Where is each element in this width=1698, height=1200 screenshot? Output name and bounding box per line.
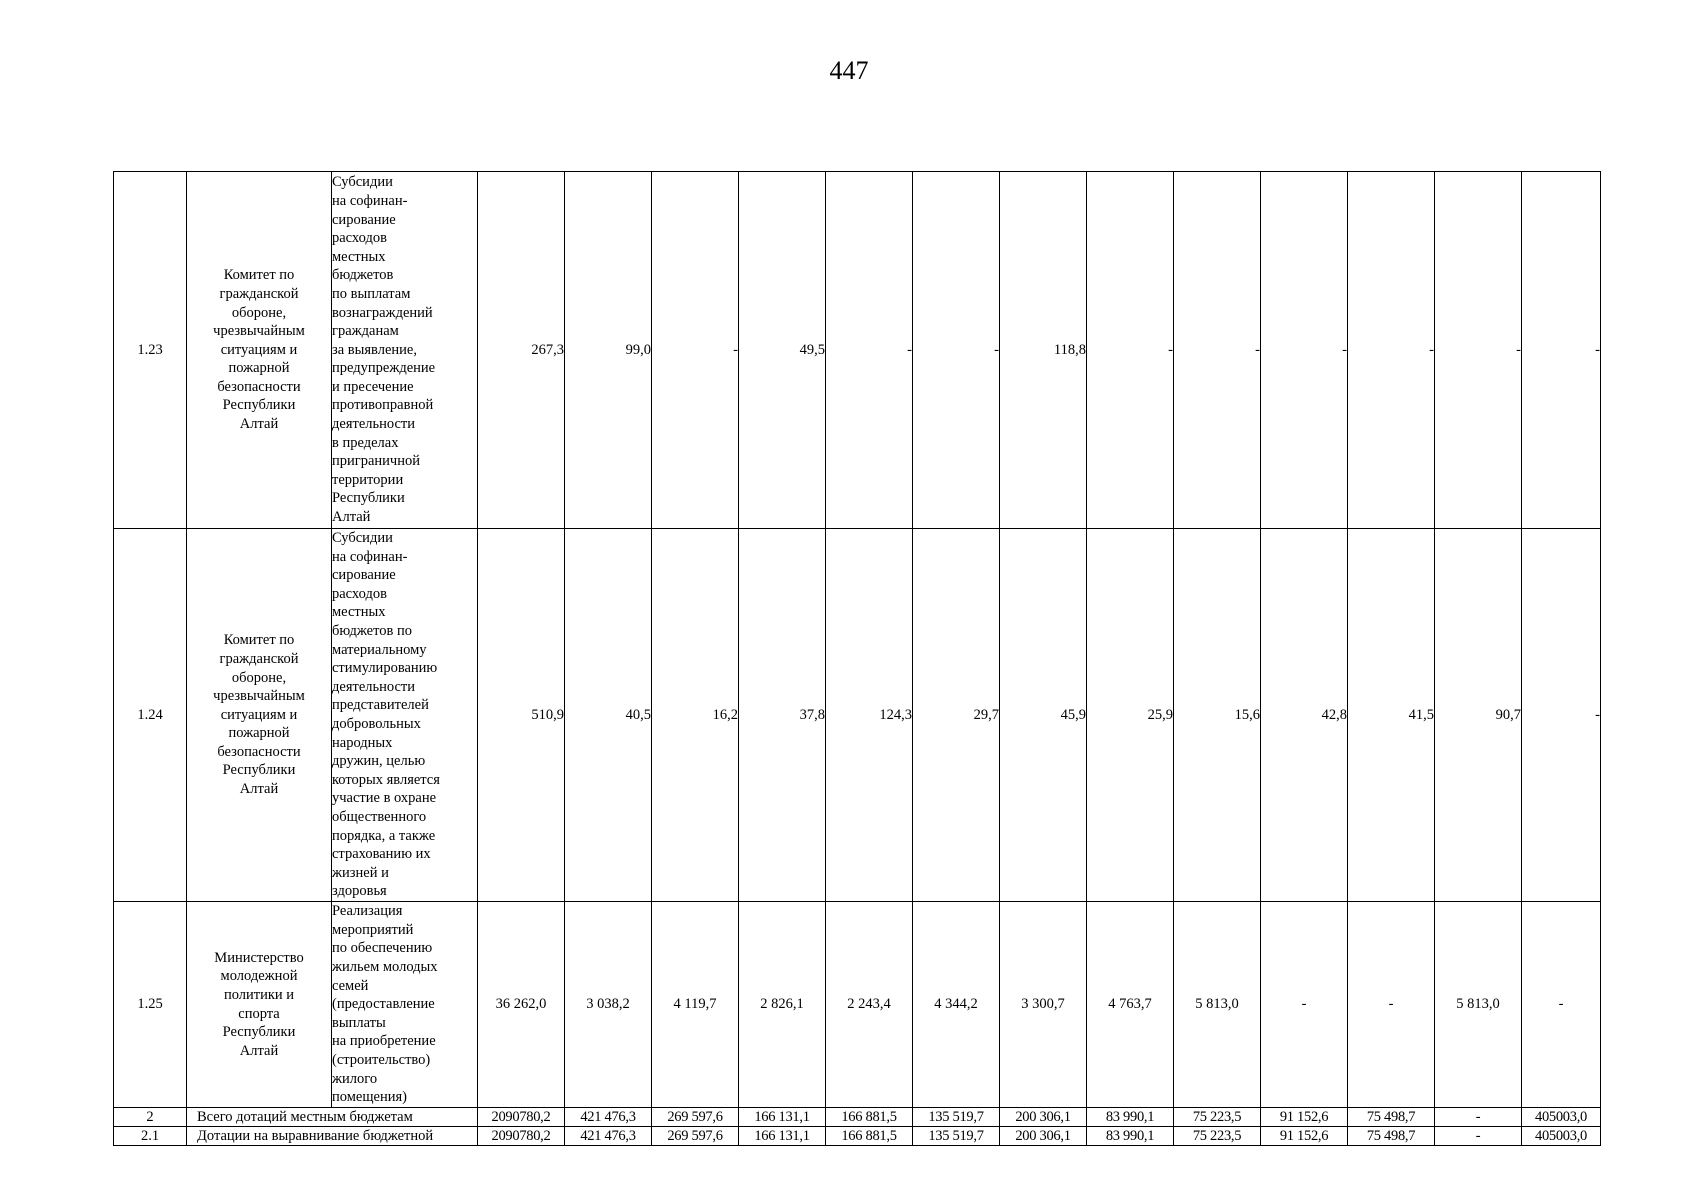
value-cell: 4 763,7 [1087, 902, 1174, 1108]
row-number: 2 [114, 1108, 187, 1127]
description-cell [332, 172, 478, 529]
value-cell: 510,9 [478, 529, 565, 902]
value-cell: - [1522, 902, 1601, 1108]
value-cell: - [1522, 172, 1601, 529]
value-cell: 118,8 [1000, 172, 1087, 529]
value-cell: 90,7 [1435, 529, 1522, 902]
value-cell: 200 306,1 [1000, 1127, 1087, 1146]
description-text: Субсидии на софинан- сирование расходов местных бюджетов по выплатам вознаграждений гражданам за выявление, предупреждение и пресечение противоправной деятельности в пределах приграничной территории Республики Алтай [332, 174, 436, 526]
value-cell: - [1522, 529, 1601, 902]
value-cell: 166 881,5 [826, 1127, 913, 1146]
budget-table [113, 171, 1601, 1146]
value-cell: - [1261, 902, 1348, 1108]
value-cell: 75 498,7 [1348, 1108, 1435, 1127]
value-cell: 49,5 [739, 172, 826, 529]
value-cell: 166 131,1 [739, 1127, 826, 1146]
total-label: Дотации на выравнивание бюджетной [187, 1127, 478, 1146]
row-number: 1.23 [114, 172, 187, 529]
organization-cell [187, 529, 332, 902]
organization-text: Комитет по гражданской обороне, чрезвычайным ситуациям и пожарной безопасности Республики Алтай [213, 632, 305, 798]
value-cell: 29,7 [913, 529, 1000, 902]
value-cell: 75 223,5 [1174, 1127, 1261, 1146]
value-cell: 200 306,1 [1000, 1108, 1087, 1127]
organization-text: Министерство молодежной политики и спорта Республики Алтай [214, 949, 304, 1059]
value-cell: 5 813,0 [1174, 902, 1261, 1108]
value-cell: 3 038,2 [565, 902, 652, 1108]
value-cell: 15,6 [1174, 529, 1261, 902]
value-cell: 135 519,7 [913, 1108, 1000, 1127]
value-cell: 3 300,7 [1000, 902, 1087, 1108]
value-cell: 4 119,7 [652, 902, 739, 1108]
value-cell: 124,3 [826, 529, 913, 902]
total-row [114, 1127, 1601, 1146]
value-cell: 16,2 [652, 529, 739, 902]
value-cell: 99,0 [565, 172, 652, 529]
value-cell: 405003,0 [1522, 1108, 1601, 1127]
value-cell: - [913, 172, 1000, 529]
value-cell: 405003,0 [1522, 1127, 1601, 1146]
value-cell: 4 344,2 [913, 902, 1000, 1108]
description-cell [332, 529, 478, 902]
page-number: 447 [829, 56, 869, 85]
value-cell: 421 476,3 [565, 1108, 652, 1127]
value-cell: 2 826,1 [739, 902, 826, 1108]
organization-cell [187, 172, 332, 529]
value-cell: 75 223,5 [1174, 1108, 1261, 1127]
organization-cell [187, 902, 332, 1108]
description-cell [332, 902, 478, 1108]
total-row [114, 1108, 1601, 1127]
value-cell: 2090780,2 [478, 1127, 565, 1146]
value-cell: 91 152,6 [1261, 1108, 1348, 1127]
table-row [114, 529, 1601, 902]
value-cell: 45,9 [1000, 529, 1087, 902]
value-cell: 269 597,6 [652, 1108, 739, 1127]
value-cell: 135 519,7 [913, 1127, 1000, 1146]
value-cell: - [652, 172, 739, 529]
value-cell: 166 131,1 [739, 1108, 826, 1127]
value-cell: 83 990,1 [1087, 1108, 1174, 1127]
value-cell: 41,5 [1348, 529, 1435, 902]
description-text: Субсидии на софинан- сирование расходов местных бюджетов по материальному стимулированию деятельности представителей добровольных народных дружин, целью которых является участие в охране общественного порядка, а также страхованию их жизней и здоровья [332, 530, 440, 900]
value-cell: - [1174, 172, 1261, 529]
value-cell: 37,8 [739, 529, 826, 902]
value-cell: - [1435, 1108, 1522, 1127]
row-number: 1.24 [114, 529, 187, 902]
value-cell: 5 813,0 [1435, 902, 1522, 1108]
value-cell: - [1087, 172, 1174, 529]
value-cell: - [826, 172, 913, 529]
value-cell: - [1348, 902, 1435, 1108]
organization-text: Комитет по гражданской обороне, чрезвычайным ситуациям и пожарной безопасности Республики Алтай [213, 267, 305, 433]
row-number: 2.1 [114, 1127, 187, 1146]
table-row [114, 902, 1601, 1108]
value-cell: 2 243,4 [826, 902, 913, 1108]
value-cell: - [1348, 172, 1435, 529]
value-cell: 421 476,3 [565, 1127, 652, 1146]
value-cell: 267,3 [478, 172, 565, 529]
value-cell: 269 597,6 [652, 1127, 739, 1146]
value-cell: 166 881,5 [826, 1108, 913, 1127]
value-cell: - [1435, 172, 1522, 529]
value-cell: 25,9 [1087, 529, 1174, 902]
value-cell: 91 152,6 [1261, 1127, 1348, 1146]
value-cell: 2090780,2 [478, 1108, 565, 1127]
value-cell: 42,8 [1261, 529, 1348, 902]
value-cell: 40,5 [565, 529, 652, 902]
value-cell: 75 498,7 [1348, 1127, 1435, 1146]
description-text: Реализация мероприятий по обеспечению жильем молодых семей (предоставление выплаты на приобретение (строительство) жилого помещения) [332, 903, 438, 1106]
table-row [114, 172, 1601, 529]
value-cell: - [1261, 172, 1348, 529]
value-cell: 36 262,0 [478, 902, 565, 1108]
value-cell: 83 990,1 [1087, 1127, 1174, 1146]
row-number: 1.25 [114, 902, 187, 1108]
total-label: Всего дотаций местным бюджетам [187, 1108, 478, 1127]
value-cell: - [1435, 1127, 1522, 1146]
